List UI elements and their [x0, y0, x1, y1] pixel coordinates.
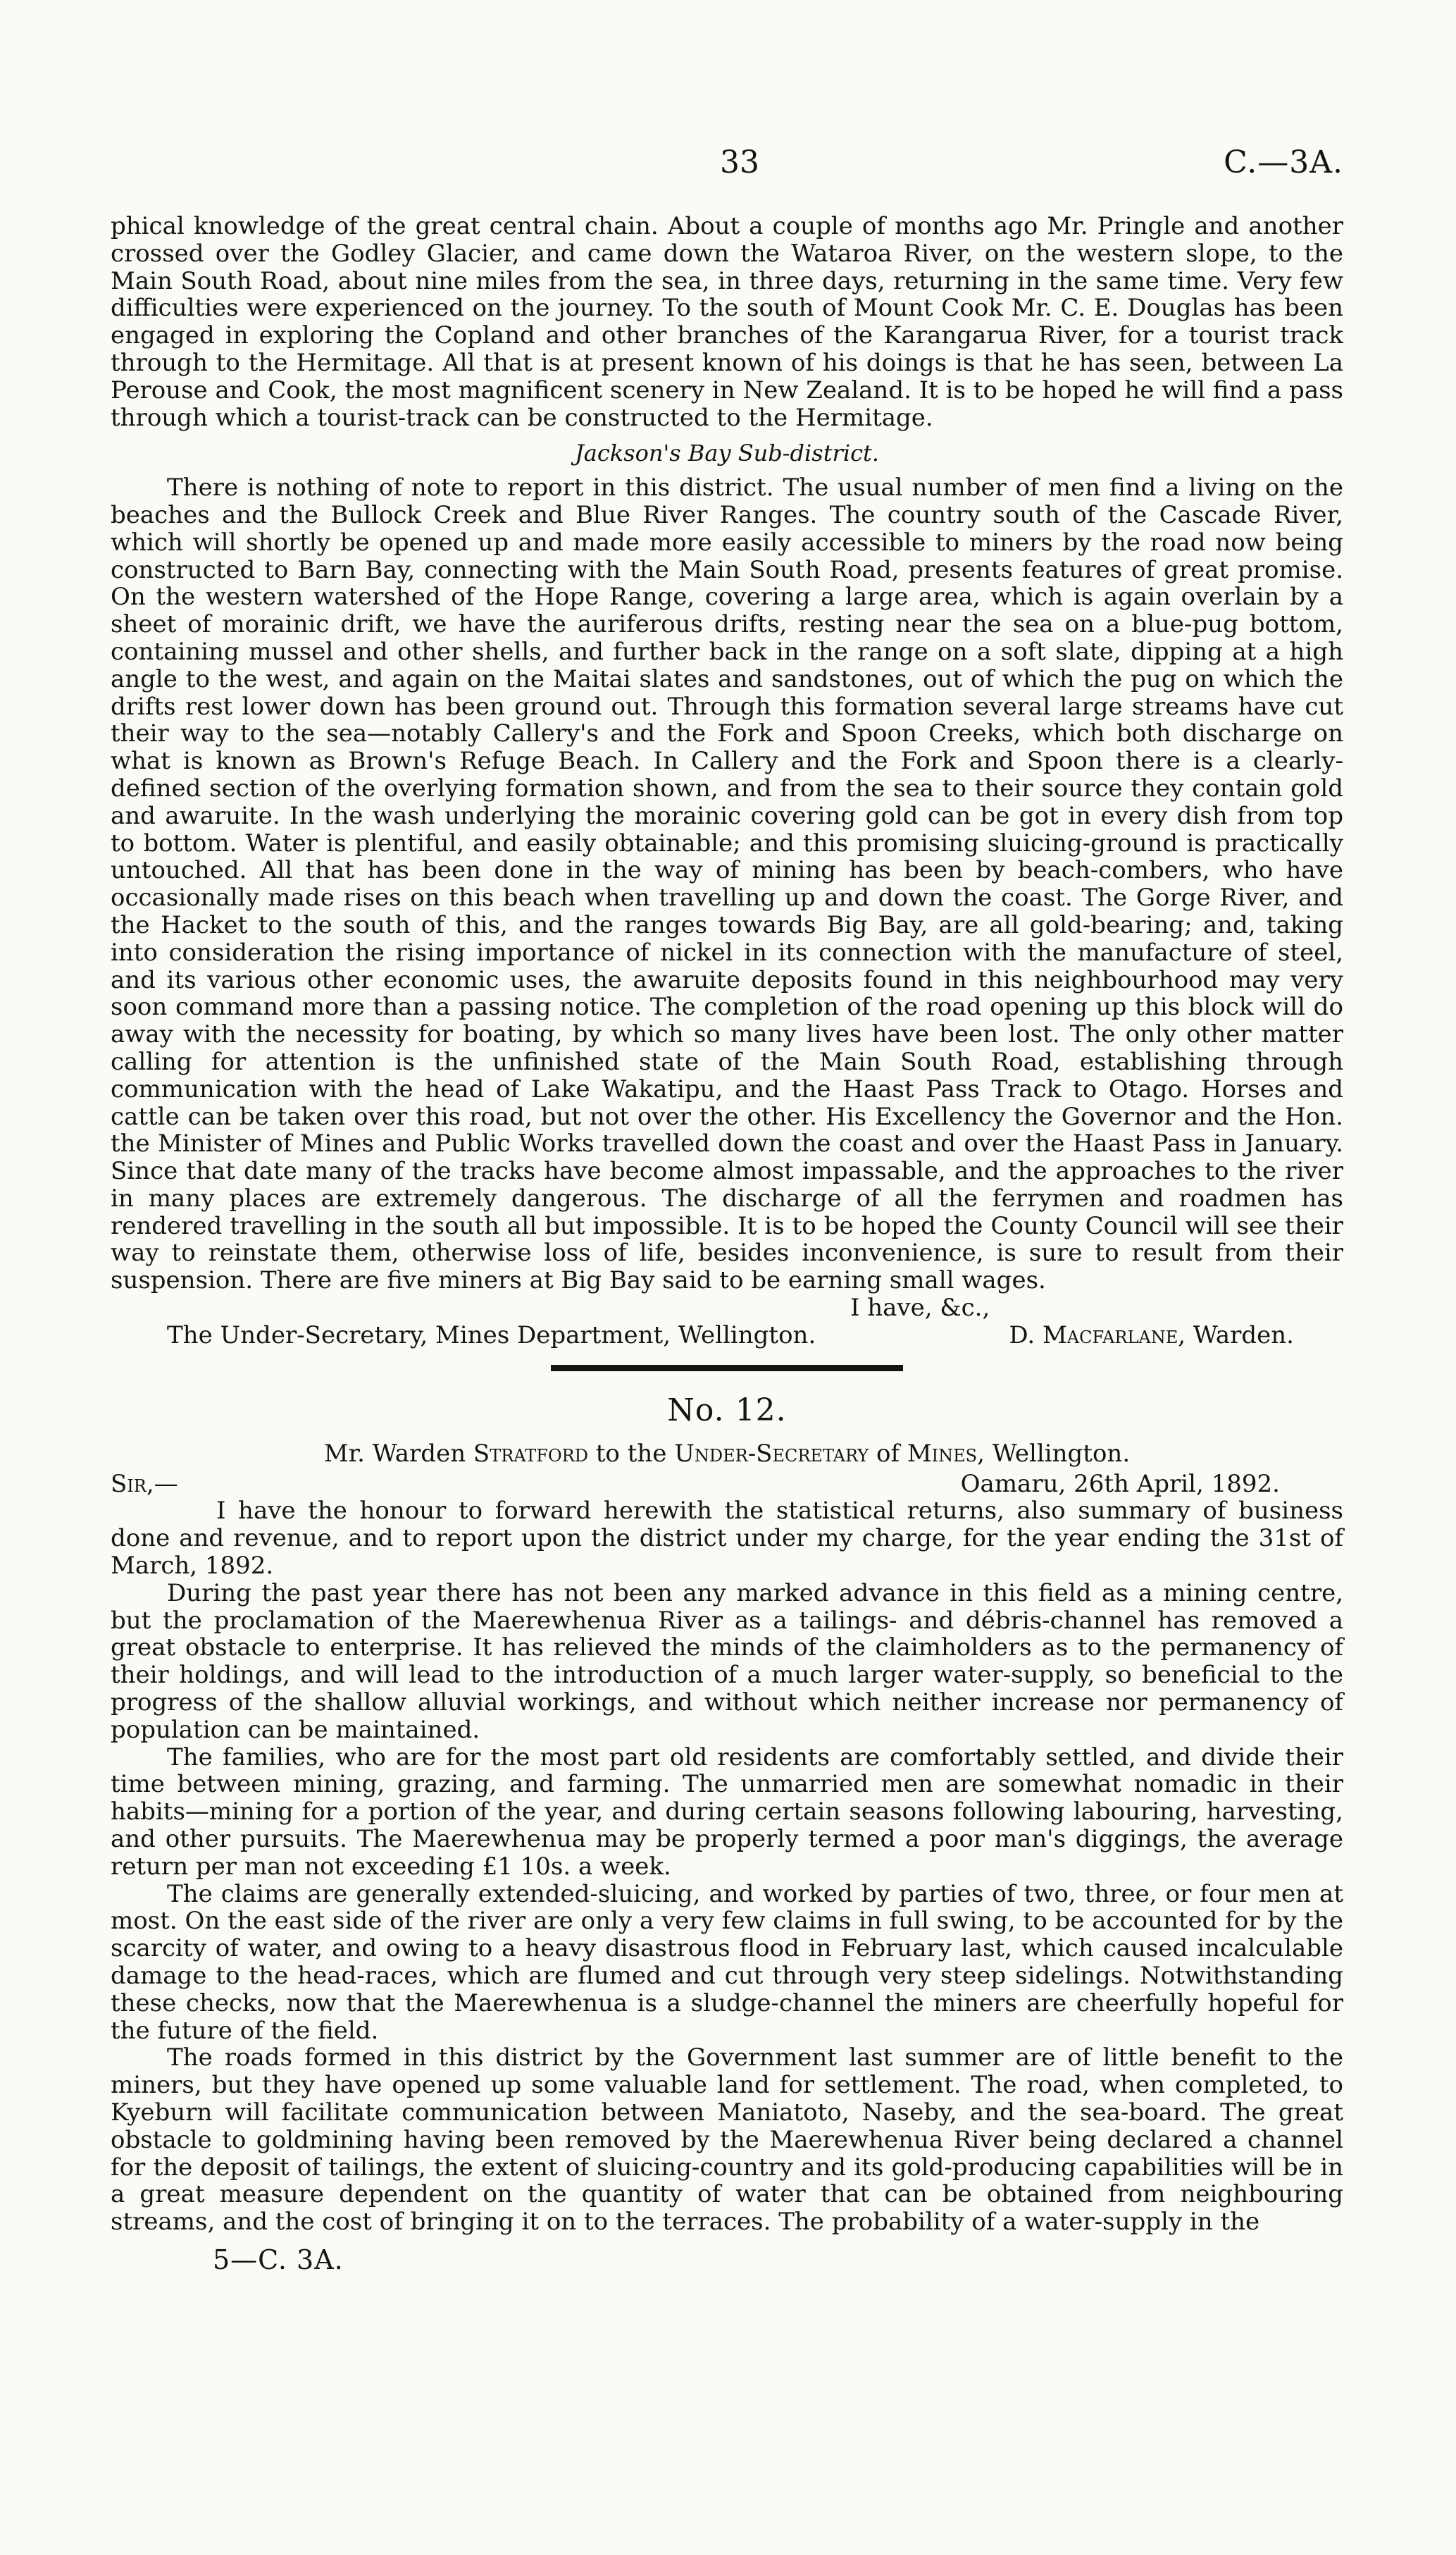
letter-paragraph: The roads formed in this district by the Government last summer are of little benefit to the miners, but they have opened up some valuable land for settlement. The road, when completed, to Kyeburn will facilitate communication between Maniatoto, Naseby, and the sea-board. The great obstacle to goldmining having been removed by the Maerewhenua River being declared a channel for the deposit of tailings, the extent of sluicing-country and its gold-producing capabilities will be in a great measure dependent on the quantity of water that can be obtained from neighbouring streams, and the cost of bringing it on to the terraces. The probability of a water-supply in the	[111, 2043, 1343, 2237]
signature-title: , Warden.	[1178, 1320, 1294, 1349]
continued-paragraph: phical knowledge of the great central chain. About a couple of months ago Mr. Pringle and another crossed over the Godley Glacier, and came down the Wataroa River, on the western slope, to the Main South Road, about nine miles from the sea, in three days, returning in the same time. Very few difficulties were experienced on the journey. To the south of Mount Cook Mr. C. E. Douglas has been engaged in exploring the Copland and other branches of the Karangarua River, for a tourist track through to the Hermitage. All that is at present known of his doings is that he has seen, between La Perouse and Cook, the most magnificent scenery in New Zealand. It is to be hoped he will find a pass through which a tourist-track can be constructed to the Hermitage.	[111, 212, 1343, 432]
letter-paragraph: I have the honour to forward herewith the statistical returns, also summary of business done and revenue, and to report upon the district under my charge, for the year ending the 31st of March, 1892.	[111, 1497, 1343, 1580]
addr-mines: Mines	[907, 1439, 978, 1468]
addr-prefix: Mr. Warden	[323, 1439, 466, 1468]
letter-addressee	[111, 1440, 1343, 1468]
salutation-line	[111, 1471, 1343, 1498]
addr-name: Stratford	[473, 1439, 588, 1468]
section-divider	[551, 1365, 903, 1371]
document-number-title: No. 12.	[667, 1392, 787, 1428]
page-header	[111, 144, 1343, 187]
addr-suffix: , Wellington.	[977, 1439, 1131, 1468]
addr-recipient: Under-Secretary	[674, 1439, 869, 1468]
signature-name: Macfarlane	[1042, 1320, 1178, 1349]
letter-paragraph: The claims are generally extended-sluicing, and worked by parties of two, three, or four men at most. On the east side of the river are only a very few claims in full swing, to be accounted for by the scarcity of water, and owing to a heavy disastrous flood in February last, which caused incalculable damage to the head-races, which are flumed and cut through very steep sidelings. Notwithstanding these checks, now that the Maerewhenua is a sludge-channel the miners are cheerfully hopeful for the future of the field.	[111, 1879, 1343, 2045]
jacksons-bay-report: There is nothing of note to report in this district. The usual number of men find a living on the beaches and the Bullock Creek and Blue River Ranges. The country south of the Cascade River, which will shortly be opened up and made more easily accessible to miners by the road now being constructed to Barn Bay, connecting with the Main South Road, presents features of great promise. On the western watershed of the Hope Range, covering a large area, which is again overlain by a sheet of morainic drift, we have the auriferous drifts, resting near the sea on a blue-pug bottom, containing mussel and other shells, and further back in the range on a soft slate, dipping at a high angle to the west, and again on the Maitai slates and sandstones, out of which the pug on which the drifts rest lower down has been ground out. Through this formation several large streams have cut their way to the sea—notably Callery's and the Fork and Spoon Creeks, which both discharge on what is known as Brown's Refuge Beach. In Callery and the Fork and Spoon there is a clearly-defined section of the overlying formation shown, and from the sea to their source they contain gold and awaruite. In the wash underlying the morainic covering gold can be got in every dish from top to bottom. Water is plentiful, and easily obtainable; and this promising sluicing-ground is practically untouched. All that has been done in the way of mining has been by beach-combers, who have occasionally made rises on this beach when travelling up and down the coast. The Gorge River, and the Hacket to the south of this, and the ranges towards Big Bay, are all gold-bearing; and, taking into consideration the rising importance of nickel in its connection with the manufacture of steel, and its various other economic uses, the awaruite deposits found in this neighbourhood may very soon command more than a passing notice. The completion of the road opening up this block will do away with the necessity for boating, by which so many lives have been lost. The only other matter calling for attention is the unfinished state of the Main South Road, establishing through communication with the head of Lake Wakatipu, and the Haast Pass Track to Otago. Horses and cattle can be taken over this road, but not over the other. His Excellency the Governor and the Hon. the Minister of Mines and Public Works travelled down the coast and over the Haast Pass in January. Since that date many of the tracks have become almost impassable, and the approaches to the river in many places are extremely dangerous. The discharge of all the ferrymen and roadmen has rendered travelling in the south all but impossible. It is to be hoped the County Council will see their way to reinstate them, otherwise loss of life, besides inconvenience, is sure to result from their suspension. There are five miners at Big Bay said to be earning small wages.	[111, 474, 1343, 1295]
addressee-line: The Under-Secretary, Mines Department, Wellington.	[167, 1320, 816, 1349]
signature-initial: D.	[1009, 1320, 1035, 1349]
salutation: Sir,—	[111, 1469, 178, 1498]
closing-phrase: I have, &c.,	[850, 1294, 990, 1323]
body-column	[111, 213, 1343, 2275]
signature-mark: 5—C. 3A.	[213, 2244, 344, 2275]
signature	[1009, 1322, 1343, 1349]
addr-of: of	[876, 1439, 900, 1468]
letter-paragraph: During the past year there has not been any marked advance in this field as a mining centre, but the proclamation of the Maerewhenua River as a tailings- and débris-channel has removed a great obstacle to enterprise. It has relieved the minds of the claimholders as to the permanency of their holdings, and will lead to the introduction of a much larger water-supply, so beneficial to the progress of the shallow alluvial workings, and without which neither increase nor permanency of population can be maintained.	[111, 1578, 1343, 1744]
addr-to: to the	[595, 1439, 667, 1468]
document-code: C.—3A.	[1224, 144, 1343, 180]
report-closing	[111, 1294, 1343, 1322]
section-heading-jacksons-bay: Jackson's Bay Sub-district.	[574, 440, 880, 467]
page-number: 33	[720, 144, 759, 180]
place-date: Oamaru, 26th April, 1892.	[960, 1469, 1280, 1498]
report-signoff	[111, 1322, 1343, 1349]
letter-paragraph: The families, who are for the most part old residents are comfortably settled, and divide their time between mining, grazing, and farming. The unmarried men are somewhat nomadic in their habits—mining for a portion of the year, and during certain seasons following labouring, harvesting, and other pursuits. The Maerewhenua may be properly termed a poor man's diggings, the average return per man not exceeding £1 10s. a week.	[111, 1743, 1343, 1881]
